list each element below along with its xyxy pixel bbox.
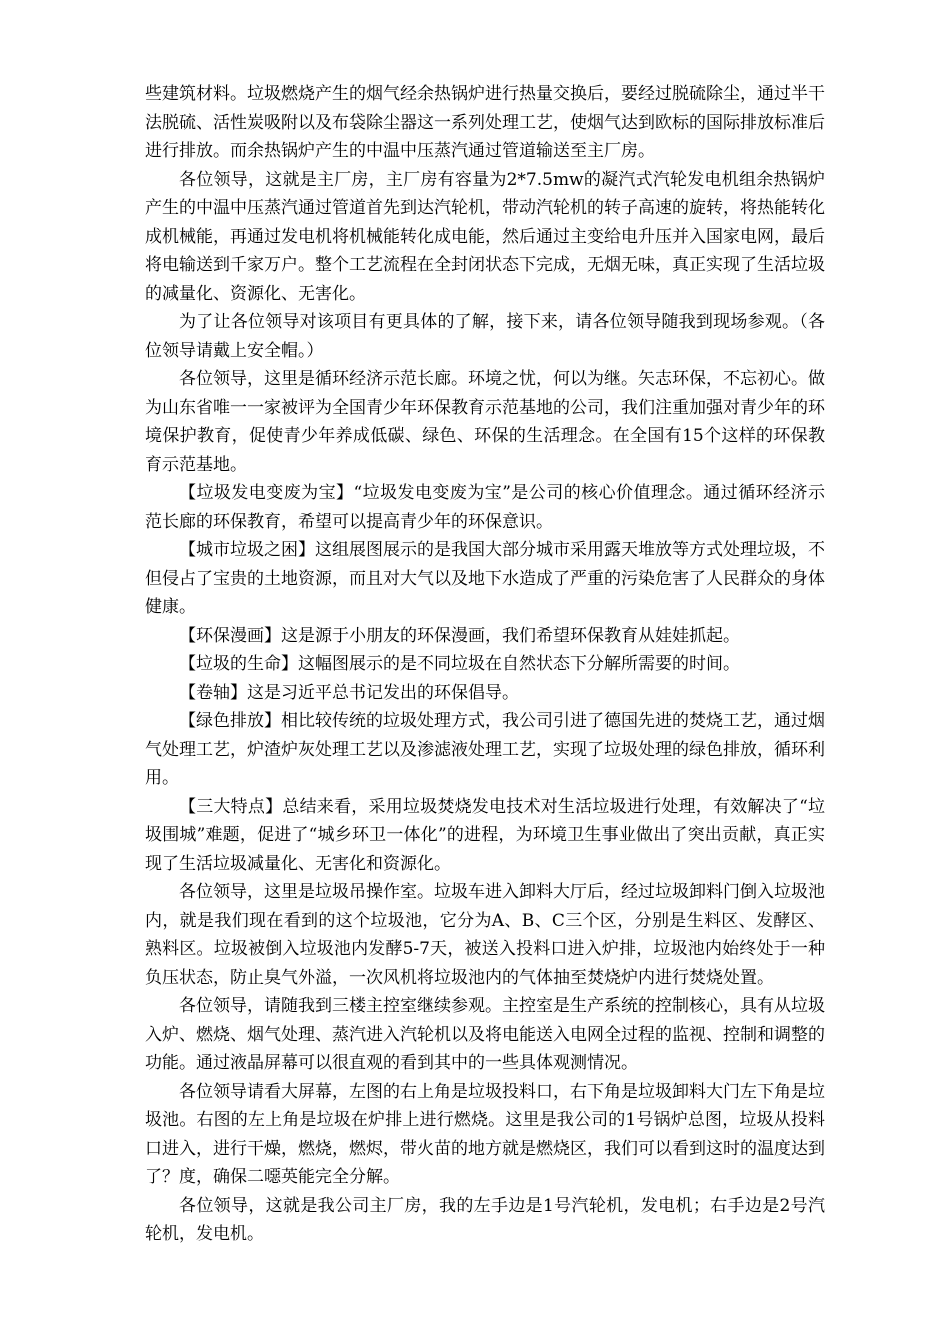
paragraph-waste-to-treasure: 【垃圾发电变废为宝】“垃圾发电变废为宝”是公司的核心价值理念。通过循环经济示范长廊的环保教育，希望可以提高青少年的环保意识。: [145, 483, 825, 532]
paragraph-circular-economy-corridor: 各位领导，这里是循环经济示范长廊。环境之忧，何以为继。矢志环保，不忘初心。做为山东省唯一一家被评为全国青少年环保教育示范基地的公司，我们注重加强对青少年的环境保护教育，促使青少年养成低碳、绿色、环保的生活理念。在全国有15个这样的环保教育示范基地。: [145, 369, 825, 475]
paragraph-main-plant: 各位领导，这就是主厂房，主厂房有容量为2*7.5mw的凝汽式汽轮发电机组余热锅炉产生的中温中压蒸汽通过管道首先到达汽轮机，带动汽轮机的转子高速的旋转，将热能转化成机械能，再通过发电机将机械能转化成电能，然后通过主变给电升压并入国家电网，最后将电输送到千家万户。整个工艺流程在全封闭状态下完成，无烟无味，真正实现了生活垃圾的减量化、资源化、无害化。: [145, 169, 825, 304]
paragraph-life-of-waste: 【垃圾的生命】这幅图展示的是不同垃圾在自然状态下分解所需要的时间。: [179, 654, 740, 674]
paragraph-flue-gas-treatment: 些建筑材料。垃圾燃烧产生的烟气经余热锅炉进行热量交换后，要经过脱硫除尘，通过半干法脱硫、活性炭吸附以及布袋除尘器这一系列处理工艺，使烟气达到欧标的国际排放标准后进行排放。而余热锅炉产生的中温中压蒸汽通过管道输送至主厂房。: [145, 84, 825, 161]
paragraph-site-visit: 为了让各位领导对该项目有更具体的了解，接下来，请各位领导随我到现场参观。（各位领导请戴上安全帽。）: [145, 312, 825, 361]
paragraph-green-emission: 【绿色排放】相比较传统的垃圾处理方式，我公司引进了德国先进的焚烧工艺，通过烟气处理工艺，炉渣炉灰处理工艺以及渗滤液处理工艺，实现了垃圾处理的绿色排放，循环利用。: [145, 711, 825, 788]
paragraph-scroll: 【卷轴】这是习近平总书记发出的环保倡导。: [179, 682, 519, 703]
paragraph-city-waste: 【城市垃圾之困】这组展图展示的是我国大部分城市采用露天堆放等方式处理垃圾，不但侵占了宝贵的土地资源，而且对大气以及地下水造成了严重的污染危害了人民群众的身体健康。: [145, 540, 825, 617]
paragraph-big-screen: 各位领导请看大屏幕，左图的右上角是垃圾投料口，右下角是垃圾卸料大门左下角是垃圾池。右图的左上角是垃圾在炉排上进行燃烧。这里是我公司的1号锅炉总图，垃圾从投料口进入，进行干燥，燃烧，燃烬，带火苗的地方就是燃烧区，我们可以看到这时的温度达到了？度，确保二噁英能完全分解。: [145, 1081, 825, 1187]
paragraph-turbines: 各位领导，这就是我公司主厂房，我的左手边是1号汽轮机，发电机；右手边是2号汽轮机，发电机。: [145, 1195, 825, 1244]
paragraph-control-room: 各位领导，请随我到三楼主控室继续参观。主控室是生产系统的控制核心，具有从垃圾入炉、燃烧、烟气处理、蒸汽进入汽轮机以及将电能送入电网全过程的监视、控制和调整的功能。通过液晶屏幕可以很直观的看到其中的一些具体观测情况。: [145, 996, 825, 1073]
paragraph-three-features: 【三大特点】总结来看，采用垃圾焚烧发电技术对生活垃圾进行处理，有效解决了“垃圾围城”难题，促进了“城乡环卫一体化”的进程，为环境卫生事业做出了突出贡献，真正实现了生活垃圾减量化、无害化和资源化。: [145, 796, 825, 874]
paragraph-crane-room: 各位领导，这里是垃圾吊操作室。垃圾车进入卸料大厅后，经过垃圾卸料门倒入垃圾池内，就是我们现在看到的这个垃圾池，它分为A、B、C三个区，分别是生料区、发酵区、熟料区。垃圾被倒入垃圾池内发酵5-7天，被送入投料口进入炉排，垃圾池内始终处于一种负压状态，防止臭气外溢，一次风机将垃圾池内的气体抽至焚烧炉内进行焚烧处置。: [145, 882, 825, 988]
paragraph-eco-comics: 【环保漫画】这是源于小朋友的环保漫画，我们希望环保教育从娃娃抓起。: [179, 625, 740, 646]
document-body: [145, 80, 825, 1249]
